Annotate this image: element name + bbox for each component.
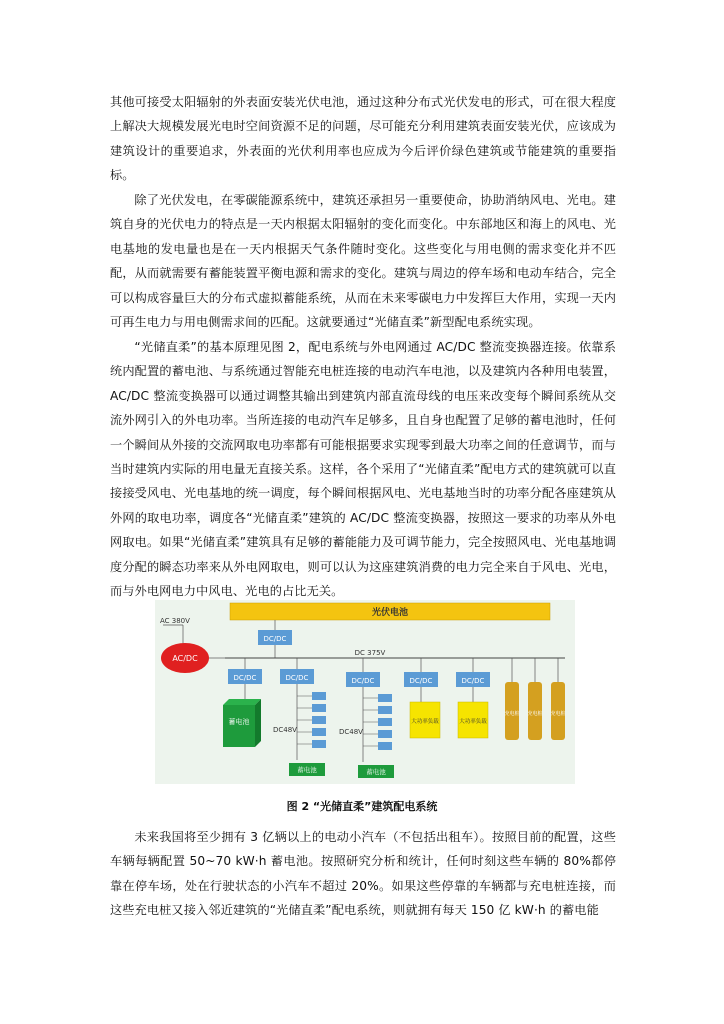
ac-input-label: AC 380V bbox=[160, 617, 190, 625]
charging-pile-1-label: 充电桩 bbox=[504, 711, 520, 717]
battery-bank-label: 蓄电池 bbox=[228, 718, 250, 726]
small-dcdc bbox=[312, 716, 326, 724]
paragraph-1: 其他可接受太阳辐射的外表面安装光伏电池，通过这种分布式光伏发电的形式，可在很大程度上解决大规模发展光电时空间资源不足的问题，尽可能充分利用建筑表面安装光伏，应该成为建筑设计的重要追求，外表面的光伏利用率也应成为今后评价绿色建筑或节能建筑的重要指标。 bbox=[110, 95, 616, 183]
dc48-label-right: DC48V bbox=[339, 728, 363, 736]
dc-bus-label: DC 375V bbox=[354, 649, 386, 657]
small-dcdc bbox=[378, 718, 392, 726]
battery-right-label: 蓄电池 bbox=[366, 768, 386, 776]
charging-pile-2-label: 充电桩 bbox=[527, 711, 543, 717]
high-power-load-2-label: 大功率负载 bbox=[459, 719, 487, 725]
dc48-label-left: DC48V bbox=[273, 726, 297, 734]
small-dcdc bbox=[378, 730, 392, 738]
small-dcdc bbox=[378, 694, 392, 702]
small-dcdc bbox=[378, 742, 392, 750]
svg-text:DC/DC: DC/DC bbox=[285, 674, 309, 682]
paragraph-2: 除了光伏发电，在零碳能源系统中，建筑还承担另一重要使命，协助消纳风电、光电。建筑自身的光伏电力的特点是一天内根据太阳辐射的变化而变化。中东部地区和海上的风电、光电基地的发电量也是在一天内根据天气条件随时变化。这些变化与用电侧的需求变化并不匹配，从而就需要有蓄能装置平衡电源和需求的变化。建筑与周边的停车场和电动车结合，完全可以构成容量巨大的分布式虚拟蓄能系统，从而在未来零碳电力中发挥巨大作用，实现一天内可再生电力与用电侧需求间的匹配。这就要通过“光储直柔”新型配电系统实现。 bbox=[110, 193, 616, 330]
battery-bank bbox=[223, 705, 255, 747]
pv-label: 光伏电池 bbox=[371, 608, 409, 618]
paragraph-4: 未来我国将至少拥有 3 亿辆以上的电动小汽车（不包括出租车）。按照目前的配置，这些车辆每辆配置 50~70 kW·h 蓄电池。按照研究分析和统计，任何时刻这些车辆的 80%都停靠在停车场，处在行驶状态的小汽车不超过 20%。如果这些停靠的车辆都与充电桩连接，而这些充电桩又接入邻近建筑的“光储直柔”配电系统，则就拥有每天 150 亿 kW·h 的蓄电能 bbox=[110, 830, 617, 918]
svg-text:DC/DC: DC/DC bbox=[351, 677, 375, 685]
small-dcdc bbox=[312, 704, 326, 712]
charging-pile-3-label: 充电桩 bbox=[550, 711, 566, 717]
small-dcdc bbox=[312, 728, 326, 736]
figure-caption: 图 2 “光储直柔”建筑配电系统 bbox=[286, 800, 438, 813]
small-dcdc bbox=[312, 740, 326, 748]
acdc-label: AC/DC bbox=[172, 654, 198, 663]
svg-text:DC/DC: DC/DC bbox=[263, 635, 287, 643]
high-power-load-1-label: 大功率负载 bbox=[411, 719, 439, 725]
small-dcdc bbox=[312, 692, 326, 700]
battery-left-label: 蓄电池 bbox=[297, 766, 317, 774]
small-dcdc bbox=[378, 706, 392, 714]
svg-text:DC/DC: DC/DC bbox=[461, 677, 485, 685]
svg-text:DC/DC: DC/DC bbox=[233, 674, 257, 682]
svg-text:DC/DC: DC/DC bbox=[409, 677, 433, 685]
paragraph-3: “光储直柔”的基本原理见图 2，配电系统与外电网通过 AC/DC 整流变换器连接。依靠系统内配置的蓄电池、与系统通过智能充电桩连接的电动汽车电池，以及建筑内各种用电装置，AC/DC 整流变换器可以通过调整其输出到建筑内部直流母线的电压来改变每个瞬间系统从交流外网引入的外电功率。当所连接的电动汽车足够多，且自身也配置了足够的蓄电池时，任何一个瞬间从外接的交流网取电功率都有可能根据要求实现零到最大功率之间的任意调节，而与当时建筑内实际的用电量无直接关系。这样，各个采用了“光储直柔”配电方式的建筑就可以直接接受风电、光电基地的统一调度，每个瞬间根据风电、光电基地当时的功率分配各座建筑从外网的取电功率，调度各“光储直柔”建筑的 AC/DC 整流变换器，按照这一要求的功率从外电网取电。如果“光储直柔”建筑具有足够的蓄能能力及可调节能力，完全按照风电、光电基地调度分配的瞬态功率来从外电网取电，则可以认为这座建筑消费的电力完全来自于风电、光电，而与外电网电力中风电、光电的占比无关。 bbox=[110, 340, 616, 599]
power-distribution-diagram bbox=[155, 600, 575, 784]
